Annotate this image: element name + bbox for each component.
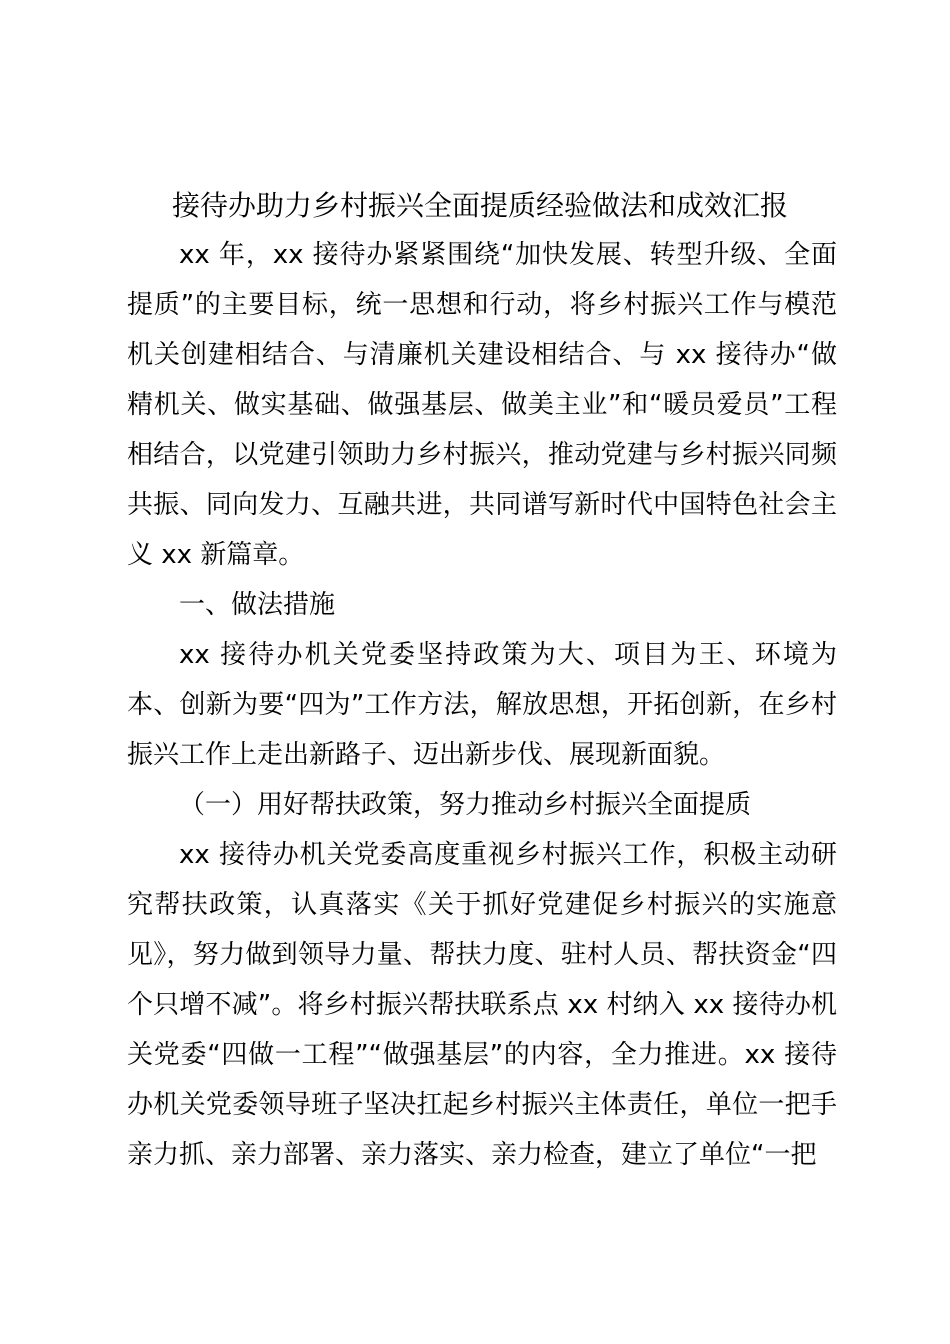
document-body [127,230,837,1180]
intro-paragraph: xx 年，xx 接待办紧紧围绕“加快发展、转型升级、全面提质”的主要目标，统一思想和行动，将乡村振兴工作与模范机关创建相结合、与清廉机关建设相结合、与 xx 接待办“做精机关、做实基础、做强基层、做美主业”和“暖员爱员”工程相结合，以党建引领助力乡村振兴，推动党建与乡村振兴同频共振、同向发力、互融共进，共同谱写新时代中国特色社会主义 xx 新篇章。 [127,240,837,570]
policy-paragraph: xx 接待办机关党委高度重视乡村振兴工作，积极主动研究帮扶政策，认真落实《关于抓好党建促乡村振兴的实施意见》，努力做到领导力量、帮扶力度、驻村人员、帮扶资金“四个只增不减”。将乡村振兴帮扶联系点 xx 村纳入 xx 接待办机关党委“四做一工程”“做强基层”的内容，全力推进。xx 接待办机关党委领导班子坚决扛起乡村振兴主体责任，单位一把手亲力抓、亲力部署、亲力落实、亲力检查，建立了单位“一把 [127,840,837,1170]
subsection-heading-policy: （一）用好帮扶政策，努力推动乡村振兴全面提质 [179,790,752,820]
section-heading-measures: 一、做法措施 [179,590,336,620]
measures-paragraph: xx 接待办机关党委坚持政策为大、项目为王、环境为本、创新为要“四为”工作方法，解放思想，开拓创新，在乡村振兴工作上走出新路子、迈出新步伐、展现新面貌。 [127,640,837,770]
document-title: 接待办助力乡村振兴全面提质经验做法和成效汇报 [171,189,788,222]
